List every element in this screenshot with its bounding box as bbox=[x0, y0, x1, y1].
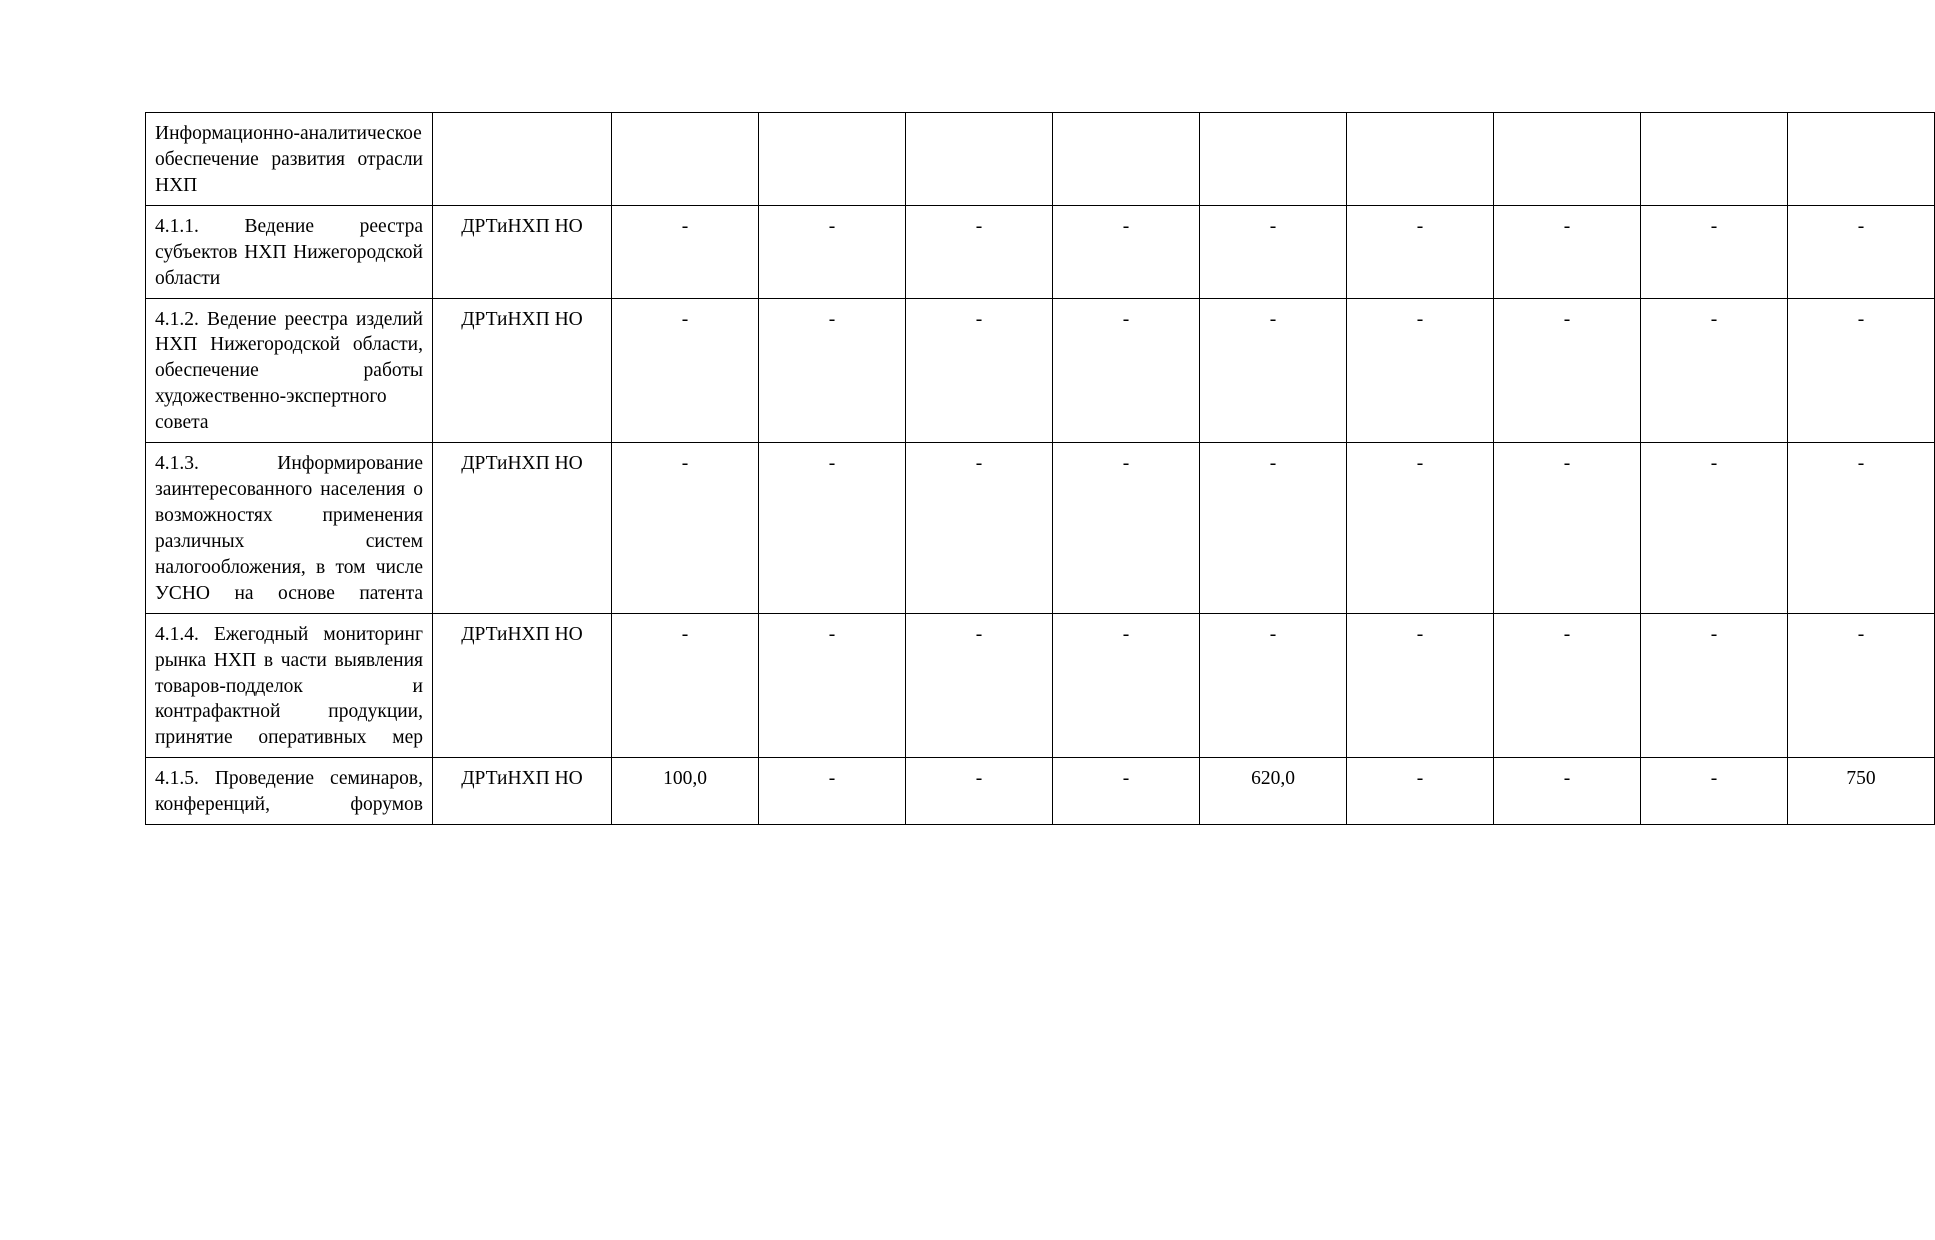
value-cell-2: - bbox=[759, 758, 906, 825]
value-cell-8: - bbox=[1641, 205, 1788, 298]
value-cell-4: - bbox=[1053, 205, 1200, 298]
table-row bbox=[146, 613, 1935, 758]
value-cell-7: - bbox=[1494, 205, 1641, 298]
value-cell-4: - bbox=[1053, 298, 1200, 443]
value-cell-4: - bbox=[1053, 758, 1200, 825]
table-body bbox=[146, 113, 1935, 825]
value-cell-3: - bbox=[906, 298, 1053, 443]
value-cell-1: - bbox=[612, 205, 759, 298]
responsible-org-cell: ДРТиНХП НО bbox=[433, 205, 612, 298]
activity-name-cell: 4.1.4. Ежегодный мониторинг рынка НХП в части выявления товаров-подделок и контрафактной продукции, принятие оперативных мер bbox=[146, 613, 433, 758]
value-cell-2 bbox=[759, 113, 906, 206]
activity-name-cell: Информационно-аналитическое обеспечение развития отрасли НХП bbox=[146, 113, 433, 206]
value-cell-9: - bbox=[1788, 443, 1935, 614]
responsible-org-cell: ДРТиНХП НО bbox=[433, 443, 612, 614]
value-cell-7: - bbox=[1494, 613, 1641, 758]
value-cell-2: - bbox=[759, 298, 906, 443]
activity-name-cell: 4.1.1. Ведение реестра субъектов НХП Нижегородской области bbox=[146, 205, 433, 298]
value-cell-8: - bbox=[1641, 613, 1788, 758]
value-cell-6: - bbox=[1347, 298, 1494, 443]
value-cell-3: - bbox=[906, 758, 1053, 825]
value-cell-4: - bbox=[1053, 443, 1200, 614]
value-cell-6 bbox=[1347, 113, 1494, 206]
table-row bbox=[146, 443, 1935, 614]
value-cell-9: - bbox=[1788, 205, 1935, 298]
value-cell-9: - bbox=[1788, 613, 1935, 758]
value-cell-7: - bbox=[1494, 298, 1641, 443]
value-cell-2: - bbox=[759, 613, 906, 758]
value-cell-8: - bbox=[1641, 443, 1788, 614]
value-cell-6: - bbox=[1347, 205, 1494, 298]
value-cell-4 bbox=[1053, 113, 1200, 206]
value-cell-5 bbox=[1200, 113, 1347, 206]
value-cell-8: - bbox=[1641, 298, 1788, 443]
value-cell-9: 750 bbox=[1788, 758, 1935, 825]
responsible-org-cell: ДРТиНХП НО bbox=[433, 758, 612, 825]
table-row bbox=[146, 758, 1935, 825]
value-cell-1: - bbox=[612, 613, 759, 758]
value-cell-1: 100,0 bbox=[612, 758, 759, 825]
value-cell-3: - bbox=[906, 443, 1053, 614]
value-cell-3: - bbox=[906, 205, 1053, 298]
value-cell-5: - bbox=[1200, 298, 1347, 443]
value-cell-1: - bbox=[612, 298, 759, 443]
table-row bbox=[146, 113, 1935, 206]
table-row bbox=[146, 205, 1935, 298]
value-cell-3 bbox=[906, 113, 1053, 206]
value-cell-7 bbox=[1494, 113, 1641, 206]
value-cell-5: - bbox=[1200, 613, 1347, 758]
value-cell-6: - bbox=[1347, 613, 1494, 758]
table-row bbox=[146, 298, 1935, 443]
responsible-org-cell: ДРТиНХП НО bbox=[433, 298, 612, 443]
value-cell-5: 620,0 bbox=[1200, 758, 1347, 825]
value-cell-1 bbox=[612, 113, 759, 206]
responsible-org-cell: ДРТиНХП НО bbox=[433, 613, 612, 758]
activity-name-cell: 4.1.3. Информирование заинтересованного населения о возможностях применения различных систем налогообложения, в том числе УСНО на основе патента bbox=[146, 443, 433, 614]
activity-name-cell: 4.1.2. Ведение реестра изделий НХП Нижегородской области, обеспечение работы художественно-экспертного совета bbox=[146, 298, 433, 443]
value-cell-2: - bbox=[759, 205, 906, 298]
value-cell-5: - bbox=[1200, 443, 1347, 614]
value-cell-6: - bbox=[1347, 443, 1494, 614]
value-cell-1: - bbox=[612, 443, 759, 614]
value-cell-7: - bbox=[1494, 758, 1641, 825]
value-cell-4: - bbox=[1053, 613, 1200, 758]
value-cell-5: - bbox=[1200, 205, 1347, 298]
value-cell-9 bbox=[1788, 113, 1935, 206]
responsible-org-cell bbox=[433, 113, 612, 206]
value-cell-2: - bbox=[759, 443, 906, 614]
value-cell-8: - bbox=[1641, 758, 1788, 825]
value-cell-9: - bbox=[1788, 298, 1935, 443]
value-cell-3: - bbox=[906, 613, 1053, 758]
program-activities-table bbox=[145, 112, 1935, 825]
value-cell-7: - bbox=[1494, 443, 1641, 614]
activity-name-cell: 4.1.5. Проведение семинаров, конференций, форумов bbox=[146, 758, 433, 825]
value-cell-8 bbox=[1641, 113, 1788, 206]
value-cell-6: - bbox=[1347, 758, 1494, 825]
